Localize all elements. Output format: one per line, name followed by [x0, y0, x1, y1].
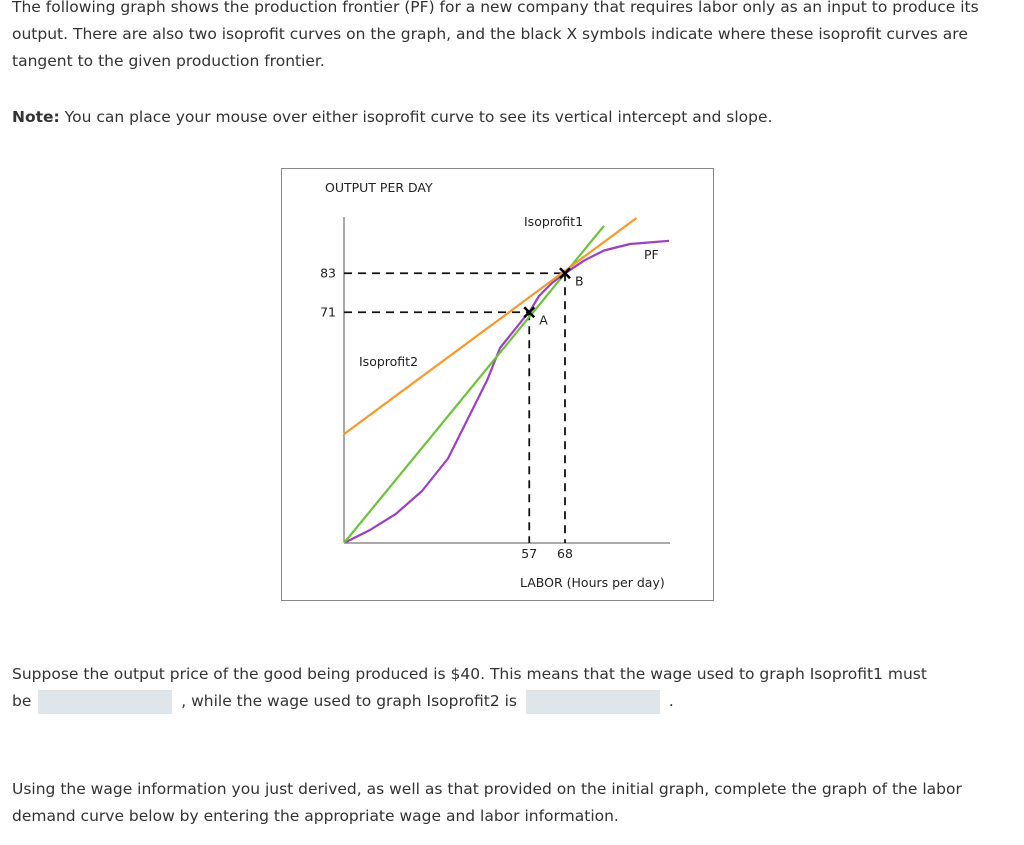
- x-tick-label-68: 68: [557, 546, 573, 561]
- question-text-1: Suppose the output price of the good being produced is $40. This means that the wage used to graph Isoprofit1 must: [12, 665, 927, 683]
- series-label-pf: PF: [644, 247, 659, 262]
- isoprofit2-wage-input[interactable]: [526, 690, 660, 714]
- y-axis-label: OUTPUT PER DAY: [325, 180, 433, 195]
- x-tick-label-57: 57: [521, 546, 538, 561]
- isoprofit1-wage-input[interactable]: [38, 690, 172, 714]
- series-label-isoprofit2: Isoprofit2: [359, 354, 419, 369]
- question-text-4: .: [668, 692, 674, 710]
- series-isoprofit2-line: [344, 218, 637, 434]
- note-paragraph: [12, 104, 1012, 131]
- y-tick-label-71: 71: [320, 304, 336, 320]
- question-text-3: , while the wage used to graph Isoprofit2 is: [181, 692, 518, 710]
- question-line-1: [12, 661, 927, 688]
- note-label: Note:: [12, 108, 60, 126]
- note-text: You can place your mouse over either isoprofit curve to see its vertical intercept and slope.: [59, 108, 773, 126]
- chart-canvas: [282, 169, 715, 602]
- series-pf-line: [344, 241, 669, 543]
- final-paragraph: Using the wage information you just derived, as well as that provided on the initial graph, complete the graph of the labor demand curve below by entering the appropriate wage and labor information.: [12, 780, 962, 825]
- y-tick-label-83: 83: [320, 265, 336, 281]
- question-line-2: [12, 688, 674, 715]
- point-label-a: A: [539, 312, 548, 328]
- x-axis-label: LABOR (Hours per day): [520, 575, 665, 590]
- series-label-isoprofit1: Isoprofit1: [524, 214, 584, 229]
- plot-layer: [320, 214, 670, 561]
- intro-paragraph: The following graph shows the production frontier (PF) for a new company that requires labor only as an input to produce its output. There are also two isoprofit curves on the graph, and the black X symbols indicate where these isoprofit curves are tangent to the given production frontier.: [12, 0, 979, 70]
- production-frontier-chart: [281, 168, 714, 601]
- question-text-2: be: [12, 692, 32, 710]
- point-label-b: B: [575, 273, 584, 289]
